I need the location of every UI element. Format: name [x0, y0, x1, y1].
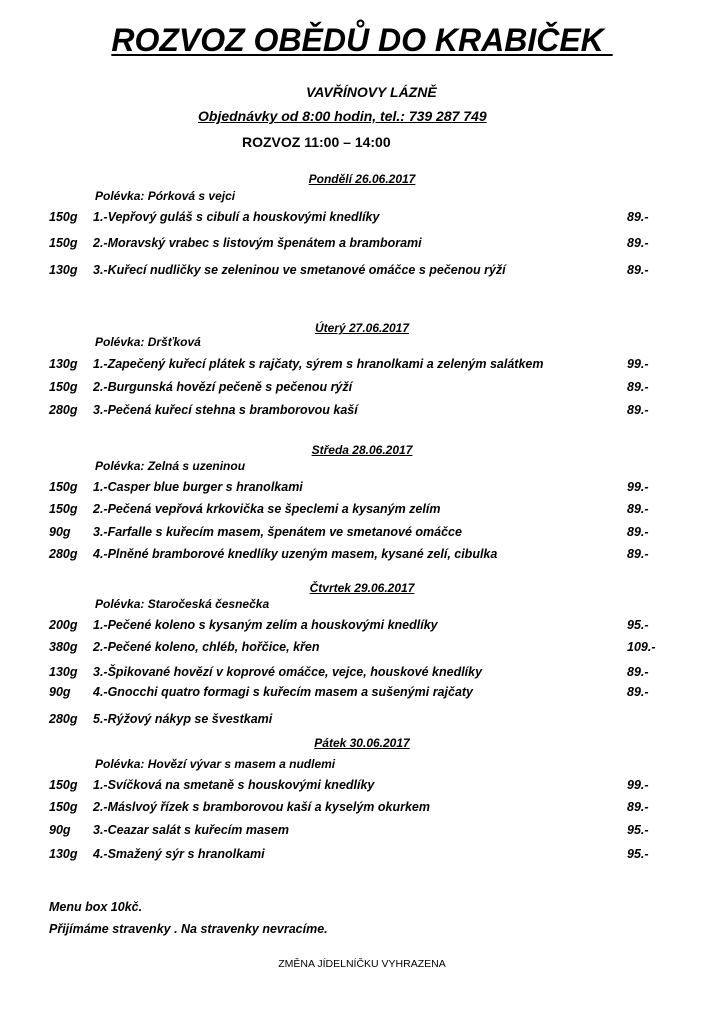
day-heading-thursday: Čtvrtek 29.06.2017	[309, 581, 415, 595]
item-dish: 4.-Smažený sýr s hranolkami	[93, 847, 265, 861]
item-weight: 90g	[49, 685, 71, 699]
item-price: 89.-	[627, 210, 649, 224]
item-dish: 4.-Gnocchi quatro formagi s kuřecím masem a sušenými rajčaty	[93, 685, 474, 699]
soup-tuesday: Polévka: Dršťková	[95, 335, 201, 349]
item-price: 95.-	[627, 618, 649, 632]
item-dish: 2.-Pečená vepřová krkovička se špeclemi a kysaným zelím	[93, 502, 441, 516]
item-price: 89.-	[627, 236, 649, 250]
menu-item	[0, 547, 724, 565]
soup-monday: Polévka: Pórková s vejci	[95, 189, 236, 203]
item-price: 89.-	[627, 380, 649, 394]
item-price: 95.-	[627, 847, 649, 861]
soup-wednesday: Polévka: Zelná s uzeninou	[95, 459, 246, 473]
menu-item	[0, 403, 724, 421]
menu-item	[0, 263, 724, 281]
day-heading-tuesday: Úterý 27.06.2017	[314, 321, 410, 335]
menu-item	[0, 210, 724, 228]
item-weight: 130g	[49, 357, 78, 371]
menu-item	[0, 823, 724, 841]
item-weight: 150g	[49, 380, 78, 394]
item-dish: 3.-Ceazar salát s kuřecím masem	[93, 823, 289, 837]
item-weight: 380g	[49, 640, 78, 654]
item-price: 89.-	[627, 665, 649, 679]
menu-item	[0, 618, 724, 636]
item-weight: 90g	[49, 525, 71, 539]
item-dish: 1.-Svíčková na smetaně s houskovými knedlíky	[93, 778, 375, 792]
menu-item	[0, 357, 724, 375]
item-price: 89.-	[627, 525, 649, 539]
item-price: 89.-	[627, 685, 649, 699]
item-dish: 3.-Pečená kuřecí stehna s bramborovou kaší	[93, 403, 358, 417]
item-weight: 150g	[49, 800, 78, 814]
item-dish: 1.-Pečené koleno s kysaným zelím a houskovými knedlíky	[93, 618, 438, 632]
item-dish: 3.-Farfalle s kuřecím masem, špenátem ve smetanové omáčce	[93, 525, 462, 539]
item-price: 89.-	[627, 403, 649, 417]
soup-thursday: Polévka: Staročeská česnečka	[95, 597, 270, 611]
item-weight: 200g	[49, 618, 78, 632]
menu-item	[0, 712, 724, 730]
item-weight: 280g	[49, 712, 78, 726]
item-dish: 3.-Špikované hovězí v koprové omáčce, vejce, houskové knedlíky	[93, 665, 483, 679]
item-price: 99.-	[627, 357, 649, 371]
menu-item	[0, 525, 724, 543]
item-weight: 150g	[49, 210, 78, 224]
menu-box-note: Menu box 10kč.	[49, 900, 143, 914]
day-heading-wednesday: Středa 28.06.2017	[311, 443, 413, 457]
item-weight: 150g	[49, 236, 78, 250]
item-price: 99.-	[627, 480, 649, 494]
item-dish: 5.-Rýžový nákyp se švestkami	[93, 712, 273, 726]
item-weight: 150g	[49, 778, 78, 792]
item-dish: 2.-Máslvoý řízek s bramborovou kaší a kyselým okurkem	[93, 800, 430, 814]
item-weight: 150g	[49, 502, 78, 516]
item-weight: 130g	[49, 263, 78, 277]
menu-item	[0, 640, 724, 658]
menu-item	[0, 847, 724, 865]
item-dish: 2.-Moravský vrabec s listovým špenátem a bramborami	[93, 236, 422, 250]
menu-item	[0, 380, 724, 398]
item-dish: 1.-Casper blue burger s hranolkami	[93, 480, 303, 494]
menu-item	[0, 800, 724, 818]
item-weight: 130g	[49, 847, 78, 861]
item-dish: 2.-Burgunská hovězí pečeně s pečenou rýží	[93, 380, 353, 394]
item-price: 89.-	[627, 800, 649, 814]
item-weight: 280g	[49, 403, 78, 417]
item-dish: 4.-Plněné bramborové knedlíky uzeným masem, kysané zelí, cibulka	[93, 547, 498, 561]
item-dish: 3.-Kuřecí nudličky se zeleninou ve smetanové omáčce s pečenou rýží	[93, 263, 506, 277]
menu-item	[0, 665, 724, 683]
item-dish: 1.-Vepřový guláš s cibulí a houskovými knedlíky	[93, 210, 380, 224]
menu-item	[0, 502, 724, 520]
menu-item	[0, 480, 724, 498]
item-weight: 150g	[49, 480, 78, 494]
day-heading-monday: Pondělí 26.06.2017	[308, 172, 416, 186]
item-price: 89.-	[627, 547, 649, 561]
item-price: 89.-	[627, 263, 649, 277]
voucher-note: Přijímáme stravenky . Na stravenky nevracíme.	[49, 922, 328, 936]
delivery-hours: ROZVOZ 11:00 – 14:00	[242, 134, 391, 150]
item-weight: 90g	[49, 823, 71, 837]
item-price: 109.-	[627, 640, 656, 654]
location-heading: VAVŘÍNOVY LÁZNĚ	[306, 84, 437, 100]
footer-disclaimer: ZMĚNA JÍDELNÍČKU VYHRAZENA	[278, 958, 446, 970]
item-weight: 280g	[49, 547, 78, 561]
item-weight: 130g	[49, 665, 78, 679]
order-info: Objednávky od 8:00 hodin, tel.: 739 287 749	[198, 108, 487, 124]
item-dish: 2.-Pečené koleno, chléb, hořčice, křen	[93, 640, 320, 654]
page-title: ROZVOZ OBĚDŮ DO KRABIČEK	[111, 22, 613, 58]
item-dish: 1.-Zapečený kuřecí plátek s rajčaty, sýrem s hranolkami a zeleným salátkem	[93, 357, 544, 371]
menu-item	[0, 685, 724, 703]
menu-item	[0, 778, 724, 796]
day-heading-friday: Pátek 30.06.2017	[314, 736, 410, 750]
item-price: 95.-	[627, 823, 649, 837]
item-price: 89.-	[627, 502, 649, 516]
menu-item	[0, 236, 724, 254]
soup-friday: Polévka: Hovězí vývar s masem a nudlemi	[95, 757, 336, 771]
item-price: 99.-	[627, 778, 649, 792]
